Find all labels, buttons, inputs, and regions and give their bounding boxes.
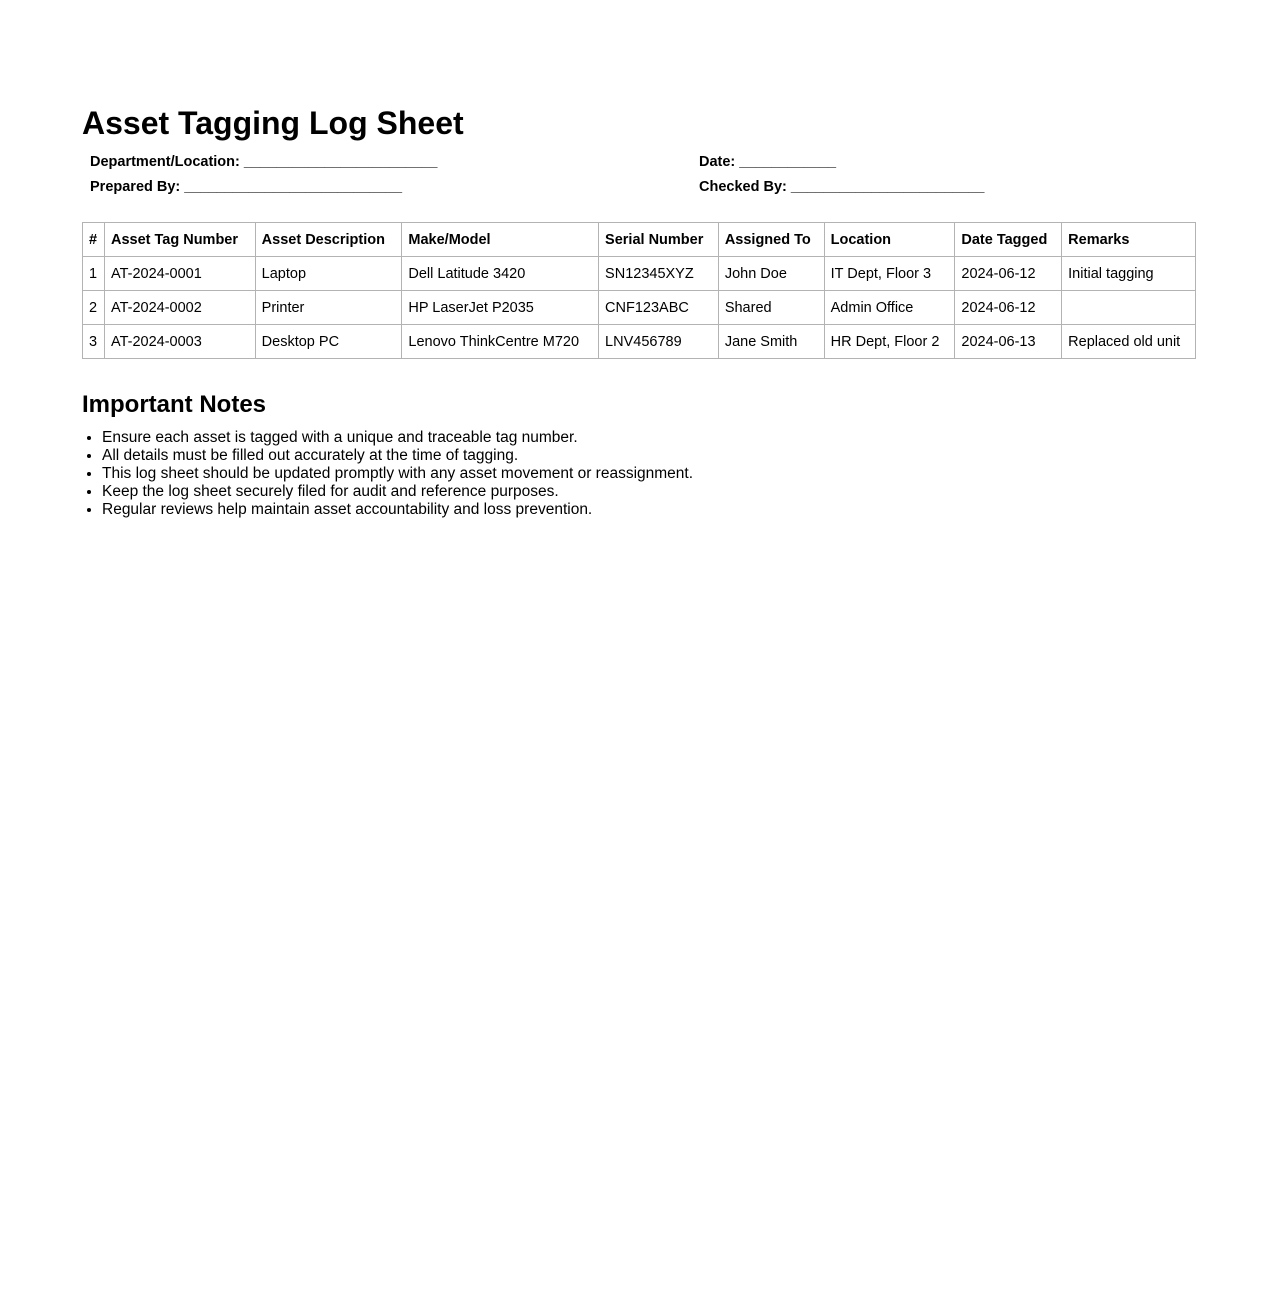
header-assigned-to: Assigned To — [718, 223, 824, 257]
header-serial-number: Serial Number — [599, 223, 719, 257]
header-asset-tag: Asset Tag Number — [104, 223, 255, 257]
asset-log-table — [82, 222, 1196, 359]
department-label: Department/Location: — [90, 154, 240, 170]
checked-by-field — [699, 177, 984, 197]
cell-serial-number: SN12345XYZ — [599, 257, 719, 291]
page-title: Asset Tagging Log Sheet — [82, 105, 464, 141]
cell-make-model: HP LaserJet P2035 — [402, 291, 599, 325]
cell-serial-number: CNF123ABC — [599, 291, 719, 325]
document-page — [0, 0, 1196, 519]
list-item: • This log sheet should be updated promptly with any asset movement or reassignment. — [102, 465, 1196, 483]
cell-remarks — [1062, 291, 1196, 325]
cell-location: IT Dept, Floor 3 — [824, 257, 955, 291]
list-item: • Regular reviews help maintain asset accountability and loss prevention. — [102, 501, 1196, 519]
cell-assigned-to: Shared — [718, 291, 824, 325]
cell-location: HR Dept, Floor 2 — [824, 325, 955, 359]
notes-list — [82, 429, 1196, 519]
header-remarks: Remarks — [1062, 223, 1196, 257]
table-header-row — [83, 223, 1196, 257]
cell-remarks: Initial tagging — [1062, 257, 1196, 291]
cell-asset-description: Printer — [255, 291, 402, 325]
cell-make-model: Dell Latitude 3420 — [402, 257, 599, 291]
cell-asset-tag: AT-2024-0003 — [104, 325, 255, 359]
cell-asset-tag: AT-2024-0002 — [104, 291, 255, 325]
department-blank: ________________________ — [243, 154, 438, 170]
list-item: • Ensure each asset is tagged with a unique and traceable tag number. — [102, 429, 1196, 447]
cell-assigned-to: John Doe — [718, 257, 824, 291]
cell-remarks: Replaced old unit — [1062, 325, 1196, 359]
date-field — [699, 152, 836, 172]
header-location: Location — [824, 223, 955, 257]
header-asset-description: Asset Description — [255, 223, 402, 257]
cell-make-model: Lenovo ThinkCentre M720 — [402, 325, 599, 359]
prepared-by-field — [90, 177, 402, 197]
header-number: # — [83, 223, 105, 257]
cell-asset-description: Desktop PC — [255, 325, 402, 359]
cell-number: 1 — [83, 257, 105, 291]
cell-asset-description: Laptop — [255, 257, 402, 291]
cell-number: 3 — [83, 325, 105, 359]
prepared-by-label: Prepared By: — [90, 179, 181, 195]
prepared-by-blank: ___________________________ — [184, 179, 403, 195]
list-item: • All details must be filled out accurately at the time of tagging. — [102, 447, 1196, 465]
cell-number: 2 — [83, 291, 105, 325]
checked-by-label: Checked By: — [699, 179, 787, 195]
cell-serial-number: LNV456789 — [599, 325, 719, 359]
date-blank: ____________ — [739, 154, 837, 170]
cell-date-tagged: 2024-06-12 — [955, 291, 1062, 325]
list-item: • Keep the log sheet securely filed for audit and reference purposes. — [102, 483, 1196, 501]
table-row — [83, 325, 1196, 359]
cell-asset-tag: AT-2024-0001 — [104, 257, 255, 291]
header-make-model: Make/Model — [402, 223, 599, 257]
cell-assigned-to: Jane Smith — [718, 325, 824, 359]
table-row — [83, 257, 1196, 291]
date-label: Date: — [699, 154, 736, 170]
cell-date-tagged: 2024-06-13 — [955, 325, 1062, 359]
checked-by-blank: ________________________ — [790, 179, 985, 195]
cell-date-tagged: 2024-06-12 — [955, 257, 1062, 291]
notes-heading: Important Notes — [82, 391, 267, 418]
table-row — [83, 291, 1196, 325]
department-field — [90, 152, 437, 172]
cell-location: Admin Office — [824, 291, 955, 325]
header-date-tagged: Date Tagged — [955, 223, 1062, 257]
header-fields — [82, 152, 1196, 204]
